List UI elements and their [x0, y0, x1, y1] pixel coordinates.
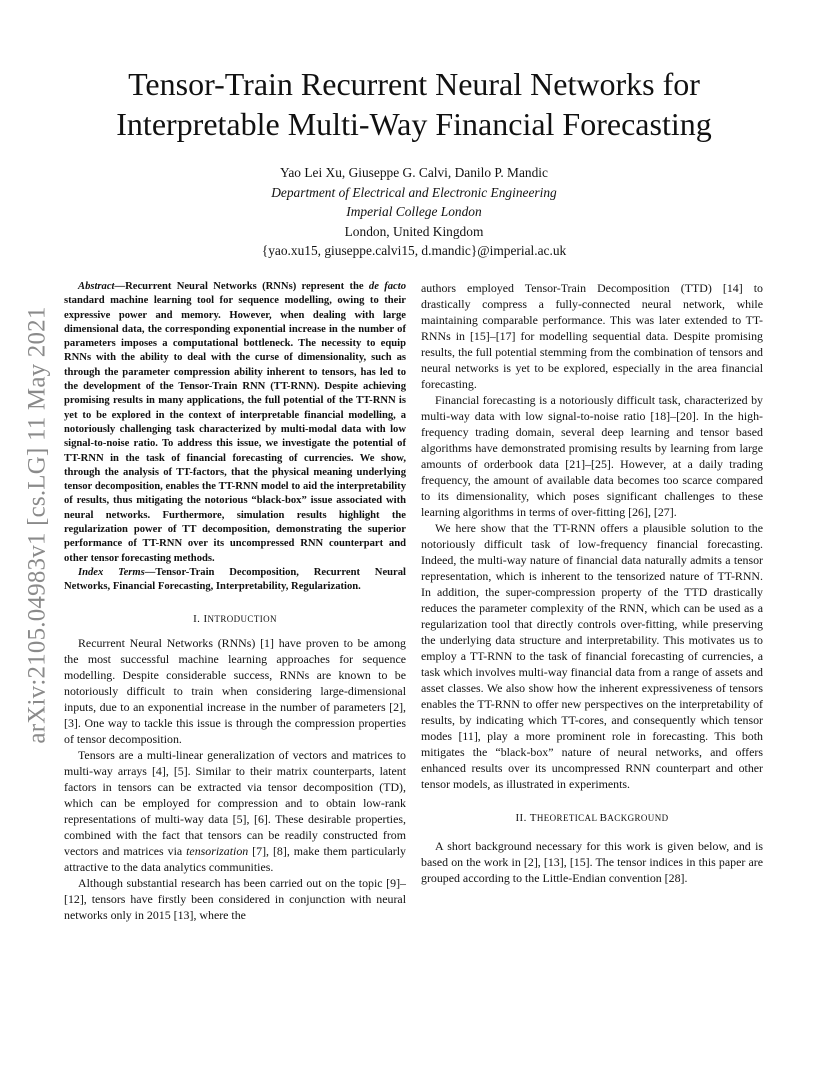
- title-line-1: Tensor-Train Recurrent Neural Networks for: [128, 66, 700, 102]
- author-institution: Imperial College London: [346, 204, 482, 219]
- abstract-defacto: de facto: [368, 281, 407, 292]
- left-column: [64, 280, 406, 923]
- right-paragraph-3: We here show that the TT-RNN offers a plausible solution to the notoriously difficult task of low-frequency financial forecasting. Indeed, the multi-way nature of financial data naturally admits a tensor representation, which is inherent to the tensorized nature of TT-RNN. In addition, the super-compression property of the TTD drastically reduces the parameter complexity of the RNN, which can be used as a regularization tool that directly controls over-fitting, while preserving the underlying data structure and interpretability. This motivates us to employ a TT-RNN to the task of financial forecasting of currencies, a task which involves multi-way financial data from a range of assets and asset classes. We also show how the inherent expressiveness of tensors enables the TT-RNN to offer new perspectives on the interpretability of results, by indicating which TT-cores, and consequently which tensor modes [11], play a more prominent role in forecasting. This both mitigates the “black-box” nature of neural networks, and offers enhanced results over its uncompressed RNN counterpart and other tensor models, as illustrated in experiments.: [421, 521, 763, 791]
- section-title-rest: HEORETICAL: [536, 813, 600, 823]
- right-column: [421, 280, 763, 886]
- abstract-dash: —: [114, 281, 126, 292]
- right-paragraph-2: Financial forecasting is a notoriously difficult task, characterized by multi-way data with low signal-to-noise ratio [18]–[20]. In the high-frequency trading domain, several deep learning and tensor based algorithms have demonstrated promising results by learning from large amounts of orderbook data [21]–[25]. However, at a daily trading frequency, the amount of available data becomes too scarce compared to its dimensionality, which poses significant challenges to these learning algorithms in terms of over-fitting [26], [27].: [421, 393, 763, 519]
- arxiv-stamp-text: arXiv:2105.04983v1 [cs.LG] 11 May 2021: [24, 306, 52, 744]
- paper-title: [60, 64, 768, 144]
- abstract: [64, 280, 406, 566]
- abstract-label: Abstract: [78, 281, 115, 292]
- author-names: Yao Lei Xu, Giuseppe G. Calvi, Danilo P. Mandic: [280, 165, 548, 180]
- author-block: [160, 163, 668, 261]
- arxiv-stamp: [18, 280, 58, 770]
- right-paragraph-1: authors employed Tensor-Train Decomposition (TTD) [14] to drastically compress a fully-connected neural network, while maintaining comparable performance. This was later extended to TT-RNNs in [15]–[17] for modelling sequential data. Despite promising results, the full potential stemming from the combination of tensors and neural networks is yet to be explored, especially in the area financial forecasting.: [421, 281, 763, 391]
- author-location: London, United Kingdom: [344, 223, 484, 239]
- section-numeral: I.: [193, 612, 204, 625]
- title-line-2: Interpretable Multi-Way Financial Forecasting: [116, 106, 712, 142]
- section-initial: I: [203, 612, 208, 625]
- abstract-text-1: Recurrent Neural Networks (RNNs) represent the: [125, 281, 369, 292]
- abstract-text-2: standard machine learning tool for sequence modelling, owing to their expressive power and memory. However, when dealing with large dimensional data, the corresponding exponential increase in the number of parameters imposes a computational bottleneck. The necessity to equip RNNs with the ability to deal with the curse of dimensionality, such as through the parameter compression ability inherent to tensors, has led to the development of the Tensor-Train RNN (TT-RNN). Despite achieving promising results in many applications, the full potential of the TT-RNN is yet to be explored in the context of interpretable financial modelling, a notoriously challenging task characterized by multi-modal data with low signal-to-noise ratio. To address this issue, we investigate the potential of TT-RNN in the task of financial forecasting of currencies. We show, through the analysis of TT-factors, that the physical meaning underlying tensor decomposition, enables the TT-RNN model to aid the interpretability of results, thus mitigating the notorious “black-box” issue associated with neural networks. Furthermore, simulation results highlight the regularization power of TT decomposition, demonstrating the superior performance of TT-RNN over its uncompressed RNN counterpart and other tensor forecasting methods.: [64, 295, 406, 564]
- intro-paragraph-2: [64, 747, 406, 875]
- right-paragraph-4: A short background necessary for this work is given below, and is based on the work in [2], [13], [15]. The tensor indices in this paper are grouped according to the Little-Endian convention [28].: [421, 839, 763, 885]
- section-heading-introduction: [64, 611, 406, 627]
- intro-paragraph-2-end: [7], [8], make them particularly attractive to the data analytics communities.: [64, 843, 406, 874]
- index-terms-label: Index Terms: [78, 566, 145, 578]
- section-numeral: II.: [515, 812, 530, 824]
- intro-paragraph-2-text: Tensors are a multi-linear generalization of vectors and matrices to multi-way arrays [4], [5]. Similar to their matrix counterparts, latent factors in tensors can be extracted via tensor decomposition (TD), which can be employed for compression and to obtain low-rank representations of multi-way data [5], [6]. These desirable properties, combined with the fact that tensors can be readily constructed from vectors and matrices via: [64, 747, 406, 858]
- section-heading-background: [421, 810, 763, 826]
- section-initial: B: [599, 812, 608, 824]
- intro-paragraph-2-emphasis: tensorization: [186, 843, 249, 858]
- section-title-rest: ACKGROUND: [607, 813, 669, 823]
- author-department: Department of Electrical and Electronic Engineering: [271, 184, 557, 200]
- index-terms: [64, 566, 406, 595]
- index-terms-text: —Tensor-Train Decomposition, Recurrent Neural Networks, Financial Forecasting, Interpretability, Regularization.: [64, 566, 406, 593]
- intro-paragraph-1: Recurrent Neural Networks (RNNs) [1] have proven to be among the most successful machine learning approaches for sequence modelling. Despite considerable success, RNNs are known to be notoriously difficult to train when considering large-dimensional inputs, due to an exponential increase in the number of parameters [2], [3]. One way to tackle this issue is through the compression properties of tensor decomposition.: [64, 635, 406, 746]
- section-initial: T: [529, 812, 537, 824]
- intro-paragraph-3: Although substantial research has been carried out on the topic [9]–[12], tensors have firstly been considered in conjunction with neural networks only in 2015 [13], where the: [64, 875, 406, 922]
- author-emails: {yao.xu15, giuseppe.calvi15, d.mandic}@imperial.ac.uk: [261, 243, 567, 258]
- section-title-rest: NTRODUCTION: [207, 613, 277, 624]
